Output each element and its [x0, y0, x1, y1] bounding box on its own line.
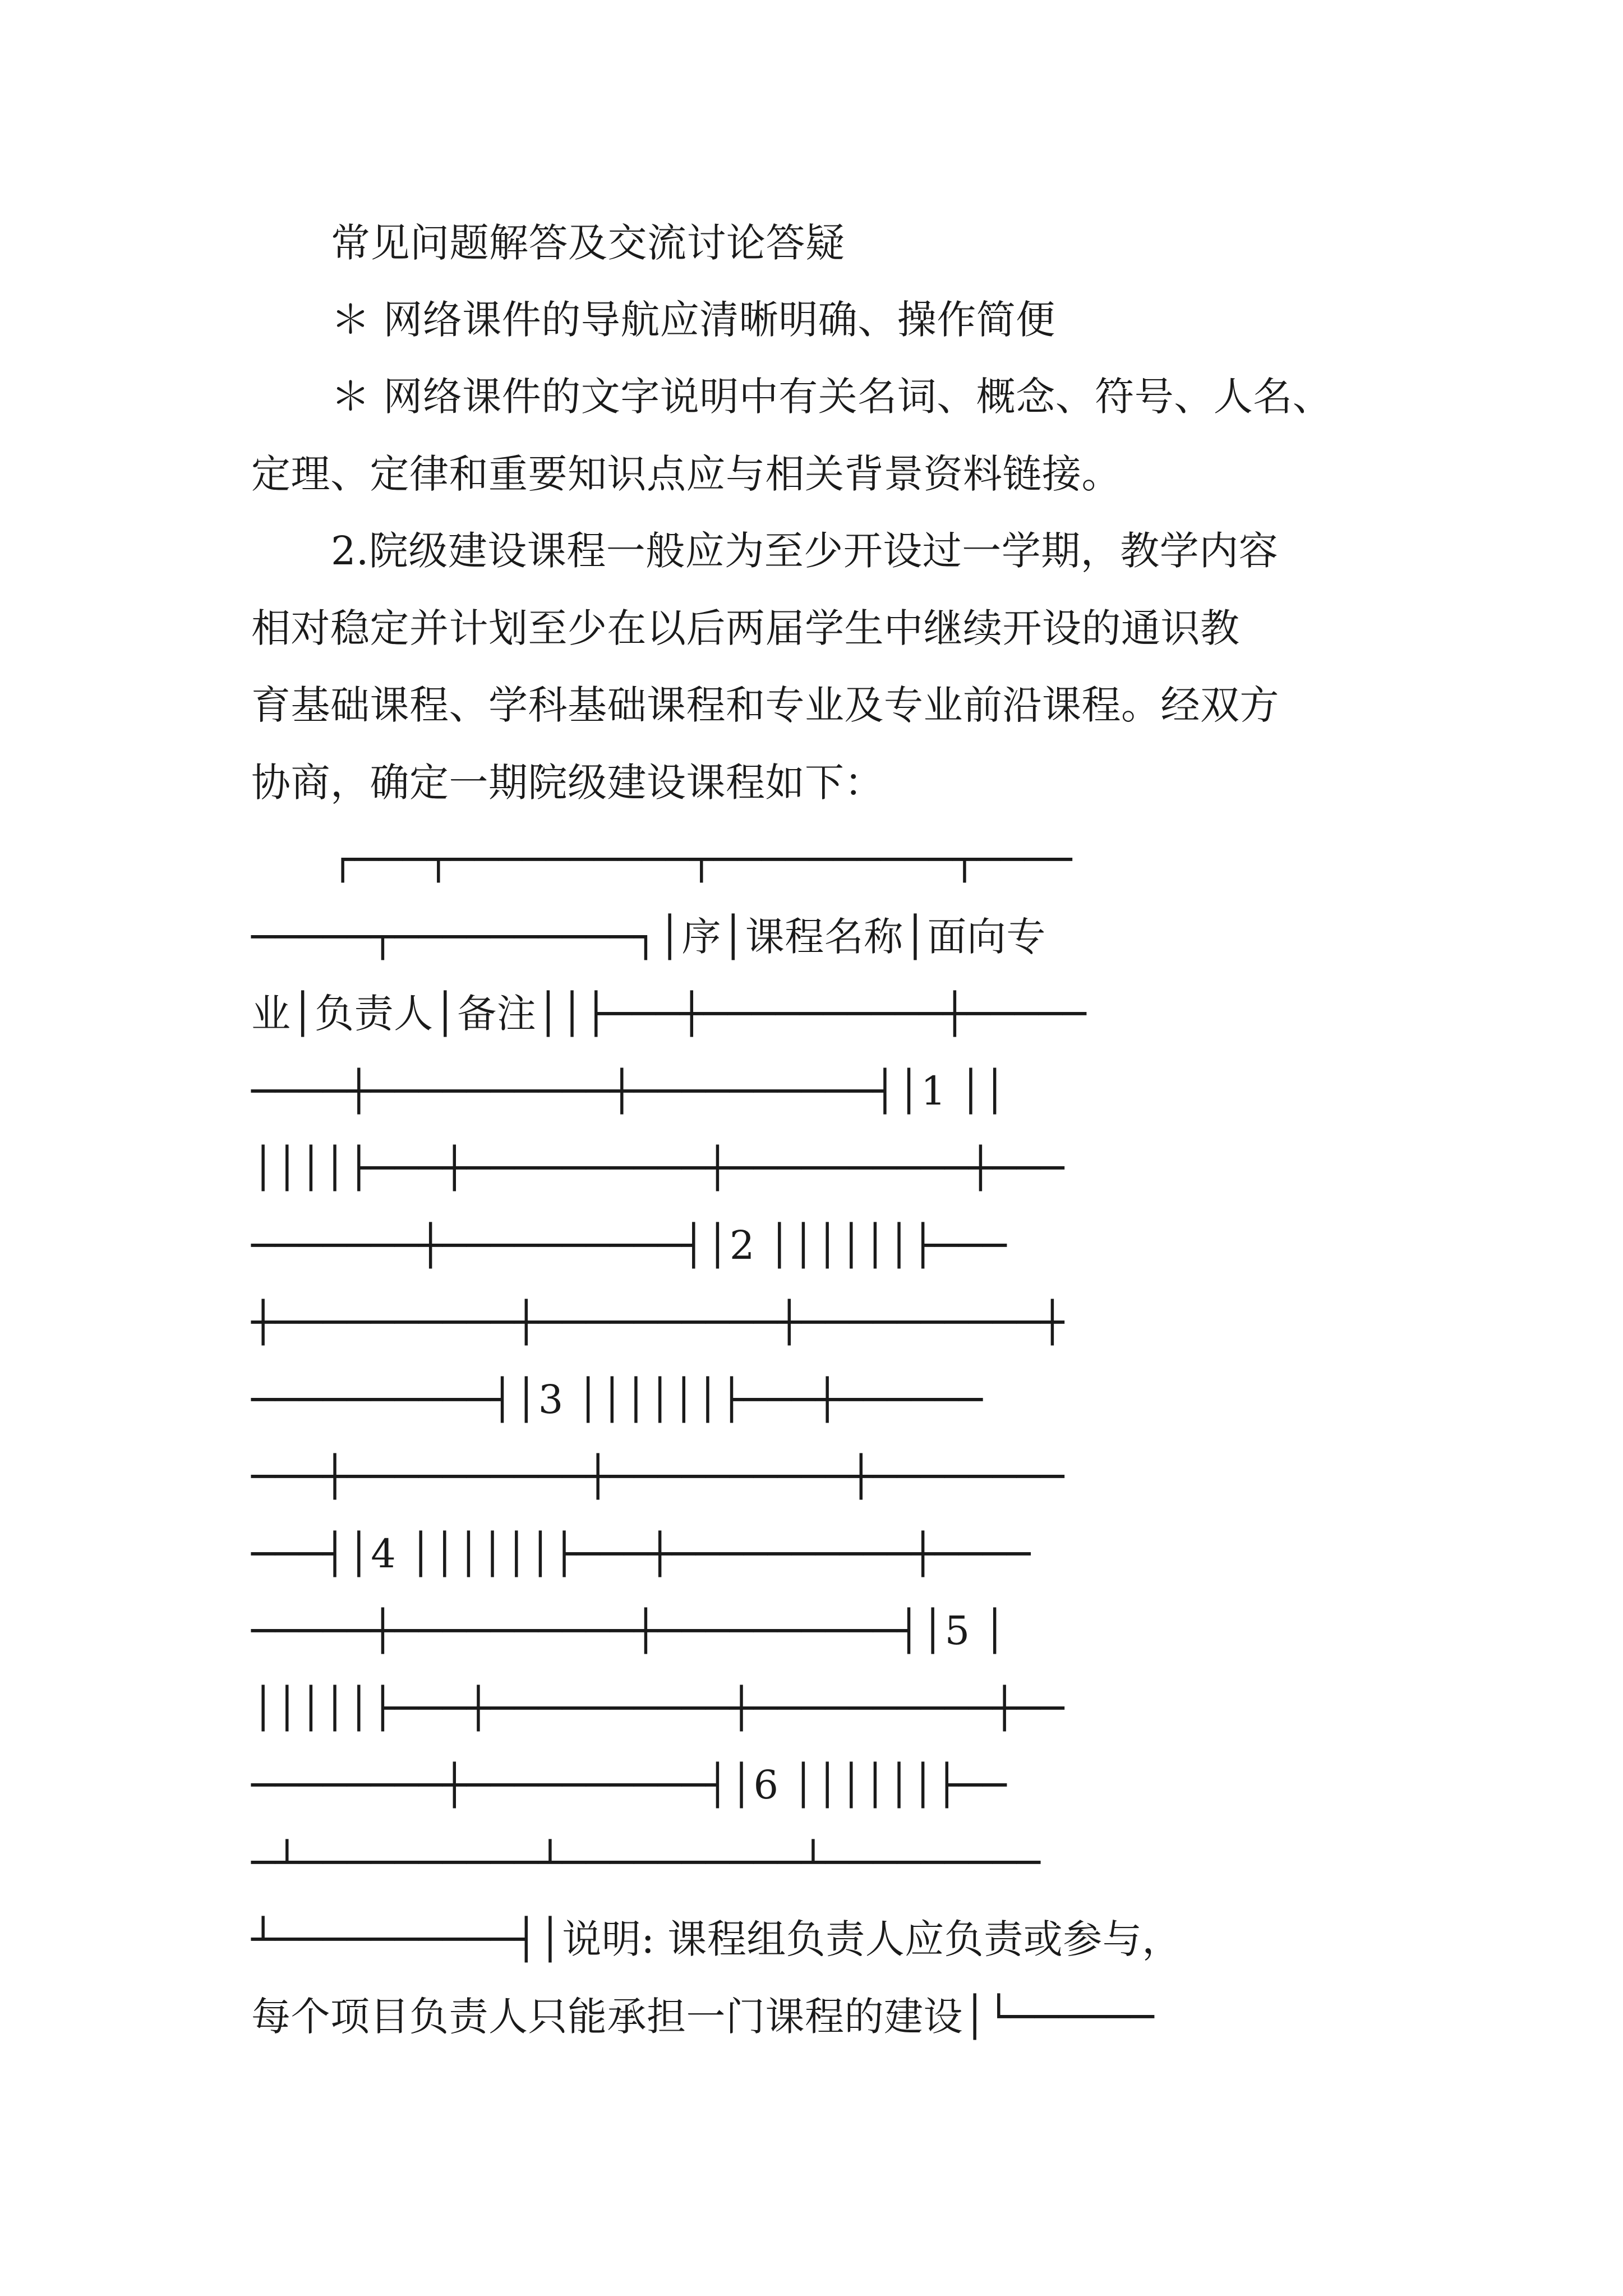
- table-line: ──────────┤│3 ││││││├───┼──────: [251, 1377, 983, 1423]
- table-line: ───┼──────────┼──────────┼────────: [251, 1453, 1064, 1499]
- text-line: 相对稳定并计划至少在以后两届学生中继续开设的通识教: [251, 605, 1240, 651]
- table-line: 业│负责人│备注││├───┼──────────┼─────: [251, 991, 1087, 1037]
- table-line: ────┼──────────┼──────────┤│1 ││: [251, 1068, 1007, 1114]
- table-line: ────────┼──────────┤│6 ││││││├──: [251, 1762, 1007, 1808]
- text-line: 常见问题解答及交流讨论答疑: [331, 220, 845, 266]
- table-line: ┼──────────┼──────────┼──────────┼: [251, 1299, 1064, 1345]
- table-line: │││││├───┼──────────┼──────────┼──: [251, 1685, 1064, 1731]
- text-line: ＊ 网络课件的文字说明中有关名词、概念、符号、人名、: [331, 374, 1332, 420]
- table-line: ───────┼──────────┤│2 ││││││├───: [251, 1222, 1007, 1268]
- table-line: ┌───┬──────────┬──────────┬────: [331, 836, 1072, 882]
- table-line: ┴──────────┤│说明: 课程组负责人应负责或参与，: [251, 1916, 1182, 1962]
- text-line: ＊ 网络课件的导航应清晰明确、操作简便: [331, 297, 1055, 343]
- text-line: 2.院级建设课程一般应为至少开设过一学期，教学内容: [331, 528, 1279, 574]
- table-line: ─────┬──────────┐│序│课程名称│面向专: [251, 914, 1046, 960]
- text-line: 定理、定律和重要知识点应与相关背景资料链接。: [251, 451, 1121, 497]
- text-line: 协商，确定一期院级建设课程如下：: [251, 760, 884, 806]
- table-line: ─────┼──────────┼──────────┤│5 │: [251, 1608, 1007, 1654]
- table-line: 每个项目负责人只能承担一门课程的建设│└──────: [251, 1994, 1155, 2040]
- table-line: ─┴──────────┴──────────┴─────────: [251, 1839, 1041, 1885]
- text-line: 育基础课程、学科基础课程和专业及专业前沿课程。经双方: [251, 682, 1279, 728]
- table-line: ││││├───┼──────────┼──────────┼───: [251, 1145, 1064, 1191]
- table-line: ───┤│4 ││││││├───┼──────────┼────: [251, 1531, 1031, 1577]
